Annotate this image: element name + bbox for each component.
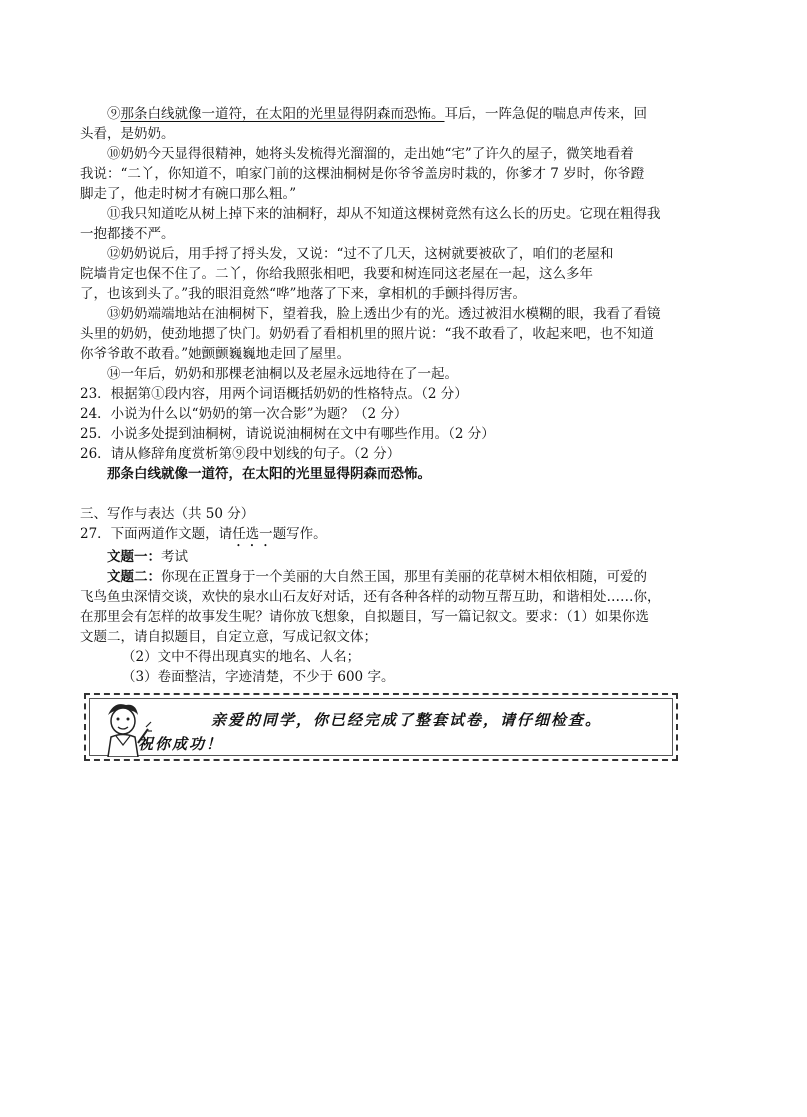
section-3-heading: 三、写作与表达（共 50 分） <box>80 506 255 522</box>
paragraph-10-line-2: 我说：“二丫，你知道不，咱家门前的这棵油桐树是你爷爷盖房时栽的，你爹才 7 岁时，你爷蹬 <box>80 166 645 182</box>
question-27-emphasis: 任选一 <box>232 526 273 542</box>
paragraph-12-line-2: 院墙肯定也保不住了。二丫，你给我照张相吧，我要和树连同这老屋在一起，这么多年 <box>80 266 593 282</box>
topic-2-text: 你现在正置身于一个美丽的大自然王国，那里有美丽的花草树木相依相随，可爱的 <box>161 569 647 585</box>
paragraph-12-line-3: 了，也该到头了。”我的眼泪竟然“哗”地落了下来，拿相机的手颤抖得厉害。 <box>80 286 526 302</box>
topic-1-text: 考试 <box>161 549 188 565</box>
topic-2-line-3: 在那里会有怎样的故事发生呢？请你放飞想象，自拟题目，写一篇记叙文。要求：（1）如果你选 <box>80 609 649 625</box>
question-27-suffix: 题写作。 <box>272 526 327 542</box>
paragraph-10-line-1: ⑩奶奶今天显得很精神，她将头发梳得光溜溜的，走出她“宅”了许久的屋子，微笑地看着 <box>107 146 634 162</box>
paragraph-9-line-2: 头看，是奶奶。 <box>80 126 175 142</box>
banner-message: 亲爱的同学，你已经完成了整套试卷，请仔细检查。 <box>211 711 603 729</box>
question-26-quote: 那条白线就像一道符，在太阳的光里显得阴森而恐怖。 <box>107 466 431 482</box>
topic-2-line-4: 文题二，请自拟题目，自定立意，写成记叙文体； <box>80 629 377 645</box>
paragraph-14-line-1: ⑭一年后，奶奶和那棵老油桐以及老屋永远地待在了一起。 <box>107 366 458 382</box>
question-26: 26．请从修辞角度赏析第⑨段中划线的句子。（2 分） <box>80 446 401 462</box>
requirement-2: （2）文中不得出现真实的地名、人名； <box>122 649 361 665</box>
question-23: 23．根据第①段内容，用两个词语概括奶奶的性格特点。（2 分） <box>80 386 468 402</box>
paragraph-10-line-3: 脚走了，他走时树才有碗口那么粗。” <box>80 186 297 202</box>
paragraph-12-line-1: ⑫奶奶说后，用手捋了捋头发，又说：“过不了几天，这树就要被砍了，咱们的老屋和 <box>107 246 614 262</box>
paragraph-13-line-1: ⑬奶奶端端地站在油桐树下，望着我，脸上透出少有的光。透过被泪水模糊的眼，我看了看镜 <box>107 306 661 322</box>
paragraph-9-number: ⑨ <box>107 106 121 122</box>
question-27-prefix: 27．下面两道作文题，请 <box>80 526 233 542</box>
question-24: 24．小说为什么以“奶奶的第一次合影”为题？（2 分） <box>80 406 408 422</box>
paragraph-11-line-1: ⑪我只知道吃从树上掉下来的油桐籽，却从不知道这棵树竟然有这么长的历史。它现在粗得我 <box>107 206 661 222</box>
paragraph-9-line-1 <box>107 104 747 124</box>
topic-2-label: 文题二： <box>107 569 161 585</box>
question-25: 25．小说多处提到油桐树，请说说油桐树在文中有哪些作用。（2 分） <box>80 426 495 442</box>
topic-2-line-2: 飞鸟鱼虫深情交谈，欢快的泉水山石友好对话，还有各种各样的动物互帮互助，和谐相处……你， <box>80 589 661 605</box>
requirement-3: （3）卷面整洁，字迹清楚，不少于 600 字。 <box>122 669 395 685</box>
paragraph-13-line-3: 你爷爷敢不敢看。”她颤颤巍巍地走回了屋里。 <box>80 346 351 362</box>
paragraph-11-line-2: 一抱都搂不严。 <box>80 226 175 242</box>
paragraph-9-rest: 耳后，一阵急促的喘息声传来，回 <box>444 106 647 122</box>
topic-2-line-1 <box>107 567 747 587</box>
topic-1-label: 文题一： <box>107 549 161 565</box>
banner-wish: 祝你成功！ <box>138 735 224 753</box>
underlined-sentence: 那条白线就像一道符，在太阳的光里显得阴森而恐怖。 <box>120 106 445 122</box>
paragraph-13-line-2: 头里的奶奶，使劲地摁了快门。奶奶看了看相机里的照片说：“我不敢看了，收起来吧，也不知道 <box>80 326 654 342</box>
closing-banner <box>84 693 678 761</box>
topic-1 <box>107 547 747 567</box>
